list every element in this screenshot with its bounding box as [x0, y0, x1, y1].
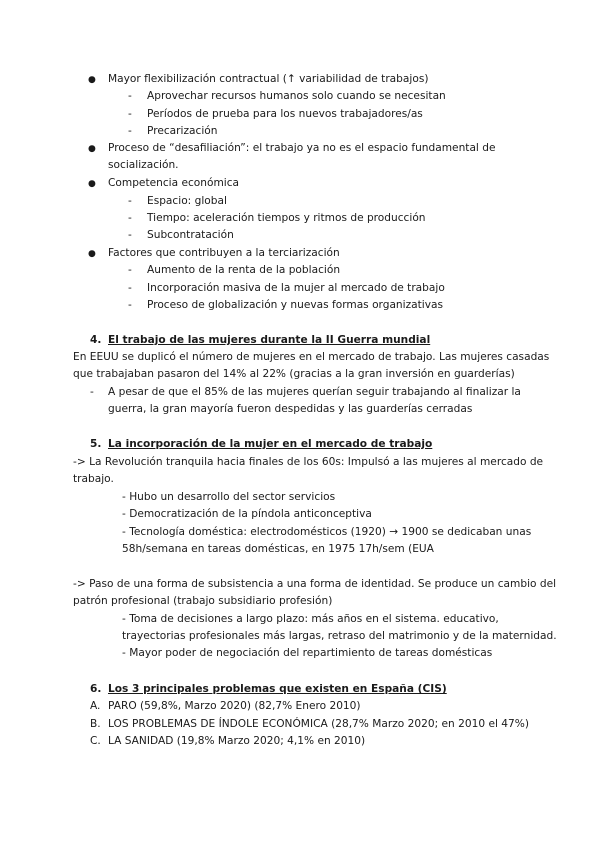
- dash-marker: -: [128, 108, 132, 120]
- sub-item: Aumento de la renta de la población: [147, 264, 341, 276]
- list-item: PARO (59,8%, Marzo 2020) (82,7% Enero 2010): [108, 700, 361, 712]
- bullet-icon: ●: [88, 75, 96, 85]
- section-6-heading: [90, 681, 447, 698]
- paragraph-line: -> La Revolución tranquila hacia finales de los 60s: Impulsó a las mujeres al mercado de: [73, 456, 544, 468]
- indented-item: - Hubo un desarrollo del sector servicios: [122, 491, 336, 503]
- sub-item: A pesar de que el 85% de las mujeres querían seguir trabajando al finalizar la: [108, 386, 521, 398]
- section-4-heading: [90, 332, 430, 349]
- sub-item: Espacio: global: [147, 195, 227, 207]
- indented-item: - Democratización de la píndola anticonceptiva: [122, 508, 372, 520]
- indented-item: trayectorias profesionales más largas, retraso del matrimonio y de la maternidad.: [122, 630, 557, 642]
- sub-item: Tiempo: aceleración tiempos y ritmos de producción: [147, 212, 426, 224]
- list-item: LOS PROBLEMAS DE ÍNDOLE ECONÓMICA (28,7% Marzo 2020; en 2010 el 47%): [108, 718, 529, 730]
- paragraph-line: trabajo.: [73, 473, 114, 485]
- bullet-icon: ●: [88, 249, 96, 259]
- paragraph-line: -> Paso de una forma de subsistencia a una forma de identidad. Se produce un cambio del: [73, 578, 557, 590]
- sub-item: Períodos de prueba para los nuevos trabajadores/as: [147, 108, 423, 120]
- list-letter: C.: [90, 735, 101, 747]
- indented-item: - Toma de decisiones a largo plazo: más años en el sistema. educativo,: [122, 613, 499, 625]
- section-5-heading: [90, 436, 432, 453]
- dash-marker: -: [128, 282, 132, 294]
- paragraph-line: patrón profesional (trabajo subsidiario profesión): [73, 595, 333, 607]
- bullet-icon: ●: [88, 144, 96, 154]
- bullet-text-continued: socialización.: [108, 159, 179, 171]
- section-title: Los 3 principales problemas que existen en España (CIS): [108, 683, 447, 695]
- section-number: 5.: [90, 438, 102, 450]
- dash-marker: -: [128, 264, 132, 276]
- paragraph-line: En EEUU se duplicó el número de mujeres en el mercado de trabajo. Las mujeres casadas: [73, 351, 550, 363]
- dash-marker: -: [128, 90, 132, 102]
- sub-item: Proceso de globalización y nuevas formas organizativas: [147, 299, 444, 311]
- sub-item: Subcontratación: [147, 229, 234, 241]
- bullet-icon: ●: [88, 179, 96, 189]
- bullet-text: Proceso de “desafiliación”: el trabajo ya no es el espacio fundamental de: [108, 142, 496, 154]
- list-letter: B.: [90, 718, 101, 730]
- indented-item: - Tecnología doméstica: electrodomésticos (1920) → 1900 se dedicaban unas: [122, 526, 532, 538]
- bullet-text: Competencia económica: [108, 177, 240, 189]
- dash-marker: -: [128, 229, 132, 241]
- sub-item: Aprovechar recursos humanos solo cuando se necesitan: [147, 90, 446, 102]
- dash-marker: -: [128, 195, 132, 207]
- dash-marker: -: [128, 212, 132, 224]
- sub-item-continued: guerra, la gran mayoría fueron despedidas y las guarderías cerradas: [108, 403, 473, 415]
- list-item: LA SANIDAD (19,8% Marzo 2020; 4,1% en 2010): [108, 735, 366, 747]
- section-title: La incorporación de la mujer en el mercado de trabajo: [108, 438, 433, 450]
- section-title: El trabajo de las mujeres durante la II Guerra mundial: [108, 334, 431, 346]
- sub-item: Incorporación masiva de la mujer al mercado de trabajo: [147, 282, 445, 294]
- dash-marker: -: [90, 386, 94, 398]
- dash-marker: -: [128, 299, 132, 311]
- dash-marker: -: [128, 125, 132, 137]
- bullet-text: Factores que contribuyen a la terciarización: [108, 247, 340, 259]
- bullet-text: Mayor flexibilización contractual (↑ variabilidad de trabajos): [108, 73, 429, 85]
- paragraph-line: que trabajaban pasaron del 14% al 22% (gracias a la gran inversión en guarderías): [73, 368, 515, 380]
- section-number: 4.: [90, 334, 102, 346]
- indented-item: - Mayor poder de negociación del repartimiento de tareas domésticas: [122, 647, 493, 659]
- sub-item: Precarización: [147, 125, 218, 137]
- indented-item: 58h/semana en tareas domésticas, en 1975 17h/sem (EUA: [122, 543, 434, 555]
- list-letter: A.: [90, 700, 101, 712]
- section-number: 6.: [90, 683, 102, 695]
